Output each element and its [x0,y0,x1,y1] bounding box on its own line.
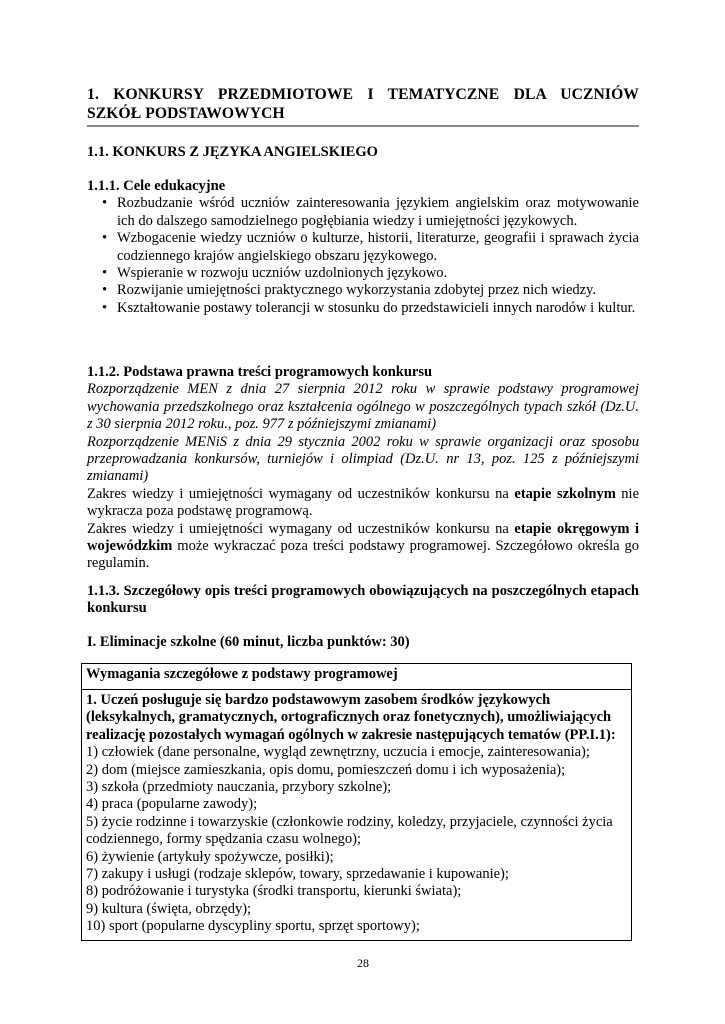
chapter-heading [87,85,639,127]
table-row: 10) sport (popularne dyscypliny sportu, sprzęt sportowy); [86,918,420,935]
stage-title: I. Eliminacje szkolne (60 minut, liczba punktów: 30) [87,634,410,650]
list-item: • Rozbudzanie wśród uczniów zainteresowania językiem angielskim oraz motywowanie ich do dalszego samodzielnego pogłębiania wiedzy i umiejętności językowych. [102,195,639,229]
bullet-icon: • [102,265,108,282]
school-stage-paragraph: Zakres wiedzy i umiejętności wymagany od uczestników konkursu na etapie szkolnym nie wykracza poza podstawę programową. [87,485,640,520]
table-lead: 1. Uczeń posługuje się bardzo podstawowym zasobem środków językowych (leksykalnych, gramatycznych, ortograficznych oraz fonetycznych), umożliwiających realizację pozostałych wymagań ogólnych w zakresie następujących tematów (PP.I.1): [86,692,616,743]
table-header: Wymagania szczegółowe z podstawy programowej [82,664,631,690]
bullet-icon: • [102,195,108,212]
list-item: • Rozwijanie umiejętności praktycznego wykorzystania zdobytej przez nich wiedzy. [102,282,596,299]
table-row: 9) kultura (święta, obrzędy); [86,900,252,917]
table-row: 5) życie rodzinne i towarzyskie (członkowie rodziny, koledzy, przyjaciele, czynności życia codziennego, formy spędzania czasu wolnego); [86,813,613,848]
list-item: • Wspieranie w rozwoju uczniów uzdolnionych językowo. [102,265,448,282]
chapter-heading-line1: 1. KONKURSY PRZEDMIOTOWE I TEMATYCZNE DLA UCZNIÓW [87,86,639,103]
table-row: 4) praca (popularne zawody); [86,796,258,813]
table-row: 1) człowiek (dane personalne, wygląd zewnętrzny, uczucia i emocje, zainteresowania); [86,744,590,761]
legal-section [87,364,639,573]
goals-title: 1.1.1. Cele edukacyjne [87,178,226,194]
table-body [82,690,631,940]
bullet-icon: • [102,282,108,299]
table-row: 2) dom (miejsce zamieszkania, opis domu, pomieszczeń domu i ich wyposażenia); [86,761,566,778]
regulation-2: Rozporządzenie MENiS z dnia 29 stycznia 2002 roku w sprawie organizacji oraz sposobu przeprowadzania konkursów, turniejów i olimpiad (Dz.U. nr 13, poz. 125 z późniejszymi zmianami) [87,433,639,485]
section-title: 1.1. KONKURS Z JĘZYKA ANGIELSKIEGO [87,144,378,160]
page-number: 28 [357,956,369,970]
district-stage-paragraph: Zakres wiedzy i umiejętności wymagany od uczestników konkursu na etapie okręgowym i wojewódzkim może wykraczać poza treści podstawy programowej. Szczegółowo określa go regulamin. [87,520,640,572]
legal-title: 1.1.2. Podstawa prawna treści programowych konkursu [87,364,433,380]
list-item: • Wzbogacenie wiedzy uczniów o kulturze, historii, literaturze, geografii i sprawach życia codziennego krajów angielskiego obszaru językowego. [102,230,639,264]
table-row: 8) podróżowanie i turystyka (środki transportu, kierunki świata); [86,883,462,900]
table-row: 6) żywienie (artykuły spożywcze, posiłki); [86,848,334,865]
goals-section [87,178,639,317]
detailed-title: 1.1.3. Szczegółowy opis treści programowych obowiązujących na poszczególnych etapach konkursu [87,583,639,617]
list-item: • Kształtowanie postawy tolerancji w stosunku do przedstawicieli innych narodów i kultur. [102,299,636,316]
regulation-1: Rozporządzenie MEN z dnia 27 sierpnia 2012 roku w sprawie podstawy programowej wychowania przedszkolnego oraz kształcenia ogólnego w poszczególnych typach szkół (Dz.U. z 30 sierpnia 2012 roku., poz. 977 z późniejszymi zmianami) [87,381,639,433]
bullet-icon: • [102,299,108,316]
goals-list [87,195,639,317]
requirements-table [81,663,632,941]
table-row: 3) szkoła (przedmioty nauczania, przybory szkolne); [86,779,392,796]
chapter-heading-line2: SZKÓŁ PODSTAWOWYCH [87,105,285,122]
bullet-icon: • [102,230,108,247]
table-row: 7) zakupy i usługi (rodzaje sklepów, towary, sprzedawanie i kupowanie); [86,866,509,883]
